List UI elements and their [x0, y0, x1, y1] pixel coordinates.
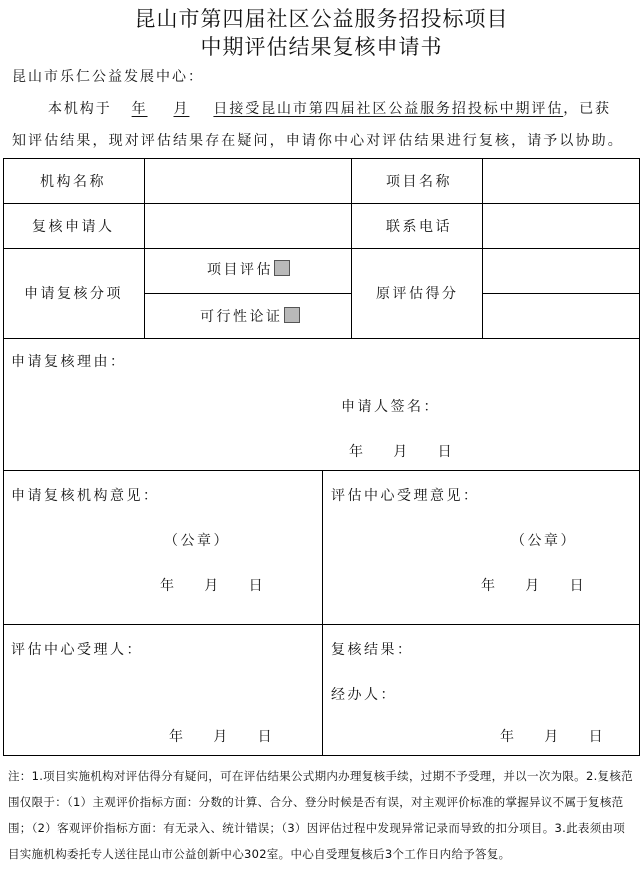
- project-eval-checkbox[interactable]: [274, 260, 290, 276]
- option-feasibility: [200, 306, 300, 326]
- month-word: 月: [173, 101, 190, 117]
- org-name-label: 机构名称: [40, 174, 106, 190]
- document-title-line2: 中期评估结果复核申请书: [200, 35, 443, 59]
- footnote: 注：1.项目实施机构对评估得分有疑问，可在评估结果公式期内办理复核手续，过期不予受理，并以一次为限。2.复核范围仅限于：（1）主观评价指标方面：分数的计算、合分、登分时候是否有误，对主观评价标准的掌握异议不属于复核范围；（2）客观评价指标方面：有无录入、统计错误；（3）因评估过程中发现异常记录而导致的扣分项目。3.此表须由项目实施机构委托专人送往昆山市公益创新中心302室。中心自受理复核后3个工作日内给予答复。: [8, 769, 633, 861]
- recipient-line: 昆山市乐仁公益发展中心：: [12, 69, 204, 85]
- org-name-field[interactable]: [147, 161, 349, 201]
- letter-line1-end: ，已获: [563, 101, 611, 117]
- center-accept-opinion-label: 评估中心受理意见：: [331, 488, 480, 504]
- application-form-table: [3, 158, 640, 756]
- option-project-eval: [207, 259, 290, 279]
- center-seal: （公章）: [511, 533, 577, 549]
- feasibility-checkbox[interactable]: [284, 307, 300, 323]
- option-feasibility-label: 可行性论证: [200, 309, 283, 325]
- project-name-field[interactable]: [485, 161, 635, 201]
- applicant-signature-label: 申请人签名：: [341, 399, 440, 415]
- original-score-field-2[interactable]: [485, 296, 635, 336]
- center-opinion-date: 年 月 日: [481, 578, 587, 594]
- org-seal: （公章）: [164, 533, 230, 549]
- phone-label: 联系电话: [386, 219, 452, 235]
- letter-body-line2: 知评估结果，现对评估结果存在疑问，申请你中心对评估结果进行复核，请予以协助。: [12, 133, 624, 149]
- document-title-line1: 昆山市第四届社区公益服务招投标项目: [134, 7, 509, 31]
- org-opinion-label: 申请复核机构意见：: [11, 488, 160, 504]
- handler-label: 经办人：: [331, 687, 397, 703]
- letter-prefix: 本机构于: [48, 101, 112, 117]
- original-score-field-1[interactable]: [485, 251, 635, 291]
- project-name-label: 项目名称: [386, 174, 452, 190]
- review-category-label: 申请复核分项: [24, 286, 123, 302]
- applicant-label: 复核申请人: [32, 219, 115, 235]
- year-word: 年: [131, 101, 148, 117]
- org-opinion-date: 年 月 日: [160, 578, 266, 594]
- letter-body-line1: [48, 98, 611, 118]
- day-and-event: 日接受昆山市第四届社区公益服务招投标中期评估: [213, 101, 564, 117]
- receiver-date: 年 月 日: [169, 729, 275, 745]
- reason-date: 年 月 日: [349, 444, 455, 460]
- review-result-label: 复核结果：: [331, 642, 414, 658]
- review-reason-label: 申请复核理由：: [11, 354, 127, 370]
- original-score-label: 原评估得分: [376, 286, 459, 302]
- receiver-label: 评估中心受理人：: [11, 642, 143, 658]
- phone-field[interactable]: [485, 206, 635, 246]
- result-date: 年 月 日: [500, 729, 606, 745]
- date-and-event-underlined[interactable]: [112, 101, 564, 117]
- applicant-field[interactable]: [147, 206, 349, 246]
- option-project-eval-label: 项目评估: [207, 262, 273, 278]
